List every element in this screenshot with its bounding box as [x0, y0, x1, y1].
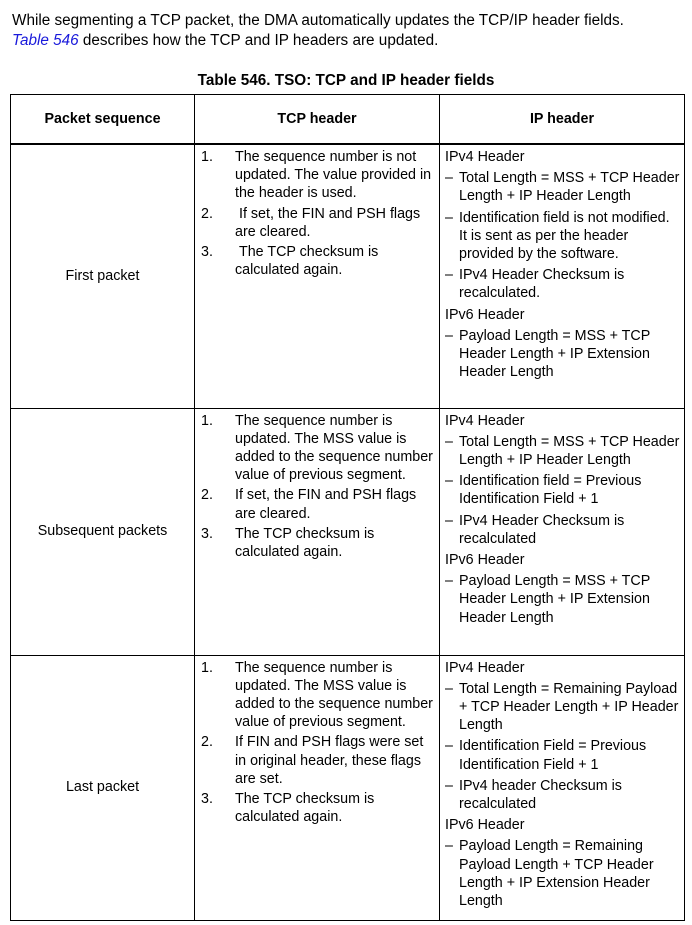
ip-items-list — [445, 169, 680, 302]
ip-header-cell — [440, 655, 685, 920]
dash-bullet: – — [445, 267, 453, 284]
dash-bullet: – — [445, 838, 453, 855]
tcp-step — [195, 733, 439, 788]
ip-item — [445, 472, 680, 508]
ip-header-cell — [440, 408, 685, 655]
table-546-link[interactable]: Table 546 — [12, 32, 79, 49]
ip-header-group — [445, 816, 680, 910]
ip-item-text: Payload Length = MSS + TCP Header Length + IP Extension Header Length — [459, 573, 651, 626]
packet-sequence-cell: Last packet — [11, 655, 195, 920]
tcp-step — [195, 659, 439, 732]
ip-item — [445, 837, 680, 910]
tcp-step-text: The TCP checksum is calculated again. — [235, 244, 383, 279]
tcp-step-number: 1. — [201, 412, 213, 429]
ip-item — [445, 777, 680, 813]
ip-group-heading: IPv6 Header — [445, 306, 525, 323]
table-row — [11, 408, 685, 655]
ip-items-list — [445, 837, 680, 910]
ip-item — [445, 680, 680, 735]
ip-group-heading: IPv4 Header — [445, 149, 525, 165]
tcp-header-cell — [195, 408, 440, 655]
ip-group-heading: IPv4 Header — [445, 412, 525, 429]
table-row — [11, 144, 685, 408]
col-header-packet-sequence: Packet sequence — [11, 95, 195, 145]
tcp-step-number: 3. — [201, 244, 213, 261]
ip-group-heading: IPv4 Header — [445, 659, 525, 676]
ip-header-group — [445, 551, 680, 627]
table-row — [11, 655, 685, 920]
tcp-step-text: If set, the FIN and PSH flags are cleared. — [235, 205, 425, 240]
ip-item — [445, 327, 680, 382]
ip-items-list — [445, 572, 680, 627]
tcp-step — [195, 205, 439, 241]
dash-bullet: – — [445, 512, 453, 529]
ip-item-text: Payload Length = MSS + TCP Header Length + IP Extension Header Length — [459, 327, 651, 381]
ip-item — [445, 266, 680, 302]
ip-item — [445, 737, 680, 773]
tcp-step — [195, 790, 439, 826]
dash-bullet: – — [445, 738, 453, 755]
ip-items-list — [445, 327, 680, 382]
intro-text-after: describes how the TCP and IP headers are updated. — [78, 32, 439, 49]
tcp-step-text: The TCP checksum is calculated again. — [235, 525, 379, 560]
ip-items-list — [445, 680, 680, 813]
tcp-steps-list — [195, 148, 439, 279]
tcp-step-number: 2. — [201, 205, 213, 222]
tcp-step-number: 2. — [201, 487, 213, 504]
tcp-step — [195, 148, 439, 203]
dash-bullet: – — [445, 209, 453, 226]
ip-item-text: Identification Field = Previous Identification Field + 1 — [459, 738, 647, 773]
dash-bullet: – — [445, 777, 453, 794]
ip-header-group — [445, 659, 680, 814]
ip-item-text: IPv4 Header Checksum is recalculated — [459, 512, 625, 547]
dash-bullet: – — [445, 680, 453, 697]
tcp-step — [195, 412, 439, 485]
tcp-steps-list — [195, 659, 439, 827]
dash-bullet: – — [445, 473, 453, 490]
tcp-step-number: 1. — [201, 659, 213, 676]
tcp-step-text: The sequence number is updated. The MSS value is added to the sequence number value of previous segment. — [235, 659, 437, 731]
packet-sequence-cell: Subsequent packets — [11, 408, 195, 655]
ip-item-text: Identification field is not modified. It is sent as per the header provided by the software. — [459, 209, 670, 263]
ip-item-text: Total Length = MSS + TCP Header Length + IP Header Length — [459, 170, 680, 205]
dash-bullet: – — [445, 573, 453, 590]
ip-header-cell — [440, 144, 685, 408]
ip-item — [445, 512, 680, 548]
dash-bullet: – — [445, 433, 453, 450]
dash-bullet: – — [445, 170, 453, 187]
tcp-step-number: 3. — [201, 525, 213, 542]
ip-item — [445, 433, 680, 469]
tso-header-table — [10, 94, 685, 921]
tcp-header-cell — [195, 655, 440, 920]
tcp-step-number: 1. — [201, 149, 213, 165]
ip-header-group — [445, 306, 680, 382]
col-header-ip-header: IP header — [440, 95, 685, 145]
col-header-tcp-header: TCP header — [195, 95, 440, 145]
tcp-step-number: 3. — [201, 790, 213, 807]
table-caption: Table 546. TSO: TCP and IP header fields — [197, 72, 495, 89]
packet-sequence-cell: First packet — [11, 144, 195, 408]
ip-item — [445, 572, 680, 627]
ip-item-text: Identification field = Previous Identification Field + 1 — [459, 473, 642, 508]
intro-text-before: While segmenting a TCP packet, the DMA automatically updates the TCP/IP header fields. — [12, 12, 624, 29]
ip-item-text: Total Length = MSS + TCP Header Length + IP Header Length — [459, 433, 680, 468]
tcp-step — [195, 243, 439, 279]
ip-items-list — [445, 433, 680, 548]
tcp-step-text: If set, the FIN and PSH flags are cleared. — [235, 487, 421, 522]
ip-item-text: IPv4 header Checksum is recalculated — [459, 777, 622, 812]
intro-paragraph — [12, 11, 687, 51]
tcp-step-text: The sequence number is updated. The MSS value is added to the sequence number value of previous segment. — [235, 412, 437, 484]
dash-bullet: – — [445, 327, 453, 344]
ip-item-text: Payload Length = Remaining Payload Length + TCP Header Length + IP Extension Header Length — [459, 838, 654, 909]
tcp-steps-list — [195, 412, 439, 562]
tcp-step — [195, 525, 439, 561]
tcp-header-cell — [195, 144, 440, 408]
ip-group-heading: IPv6 Header — [445, 817, 525, 834]
ip-item-text: Total Length = Remaining Payload + TCP Header Length + IP Header Length — [459, 680, 679, 734]
tcp-step-number: 2. — [201, 734, 213, 751]
ip-item — [445, 169, 680, 205]
ip-header-group — [445, 148, 680, 303]
ip-item — [445, 209, 680, 264]
tcp-step-text: If FIN and PSH flags were set in original header, these flags are set. — [235, 734, 428, 787]
tcp-step-text: The TCP checksum is calculated again. — [235, 790, 379, 826]
table-header-row — [11, 95, 685, 145]
ip-header-group — [445, 412, 680, 548]
ip-group-heading: IPv6 Header — [445, 551, 525, 568]
tcp-step — [195, 486, 439, 522]
ip-item-text: IPv4 Header Checksum is recalculated. — [459, 267, 625, 302]
tcp-step-text: The sequence number is not updated. The value provided in the header is used. — [235, 149, 436, 202]
